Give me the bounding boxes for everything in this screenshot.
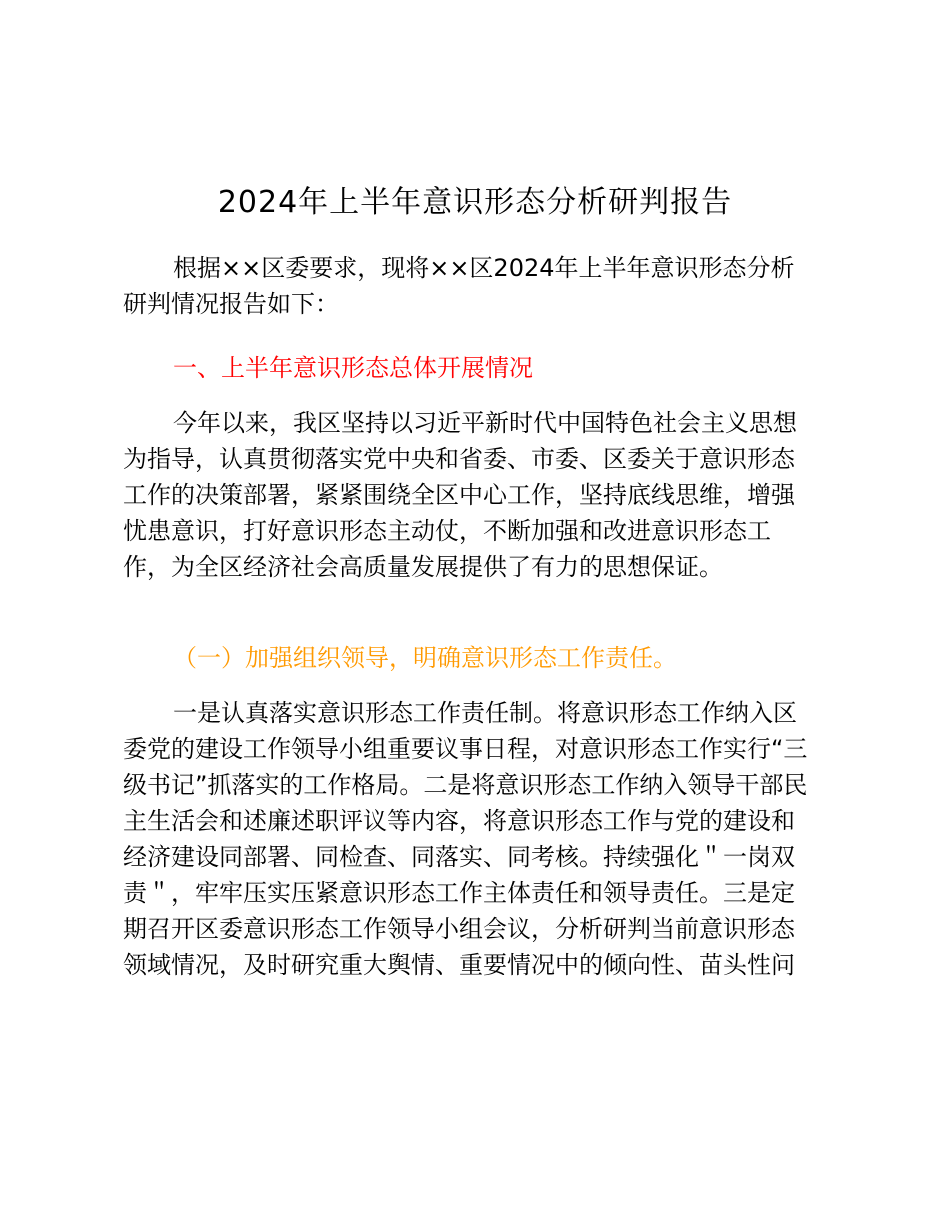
overview-line: 为指导，认真贯彻落实党中央和省委、市委、区委关于意识形态 bbox=[123, 445, 795, 473]
detail-paragraph bbox=[123, 695, 835, 983]
overview-line: 今年以来，我区坚持以习近平新时代中国特色社会主义思想 bbox=[173, 409, 797, 437]
detail-line: 级书记”抓落实的工作格局。二是将意识形态工作纳入领导干部民 bbox=[123, 771, 808, 799]
detail-line: 经济建设同部署、同检查、同落实、同考核。持续强化＂一岗双 bbox=[123, 843, 795, 871]
detail-line: 期召开区委意识形态工作领导小组会议，分析研判当前意识形态 bbox=[123, 915, 795, 943]
intro-line: 根据××区委要求，现将××区2024年上半年意识形态分析 bbox=[173, 254, 795, 282]
detail-line: 责＂，牢牢压实压紧意识形态工作主体责任和领导责任。三是定 bbox=[123, 879, 795, 907]
overview-line: 工作的决策部署，紧紧围绕全区中心工作，坚持底线思维，增强 bbox=[123, 481, 795, 509]
detail-line: 领域情况，及时研究重大舆情、重要情况中的倾向性、苗头性问 bbox=[123, 951, 795, 979]
document-title: 2024年上半年意识形态分析研判报告 bbox=[217, 185, 733, 220]
intro-paragraph bbox=[123, 250, 835, 322]
intro-line: 研判情况报告如下： bbox=[123, 290, 339, 318]
overview-line: 作，为全区经济社会高质量发展提供了有力的思想保证。 bbox=[123, 553, 723, 581]
detail-line: 委党的建设工作领导小组重要议事日程，对意识形态工作实行“三 bbox=[123, 735, 808, 763]
section-heading: 一、上半年意识形态总体开展情况 bbox=[173, 354, 533, 382]
overview-line: 忧患意识，打好意识形态主动仗，不断加强和改进意识形态工 bbox=[123, 517, 771, 545]
subsection-heading: （一）加强组织领导，明确意识形态工作责任。 bbox=[173, 644, 677, 672]
overview-paragraph bbox=[123, 405, 835, 585]
detail-line: 一是认真落实意识形态工作责任制。将意识形态工作纳入区 bbox=[173, 699, 797, 727]
detail-line: 主生活会和述廉述职评议等内容，将意识形态工作与党的建设和 bbox=[123, 807, 795, 835]
